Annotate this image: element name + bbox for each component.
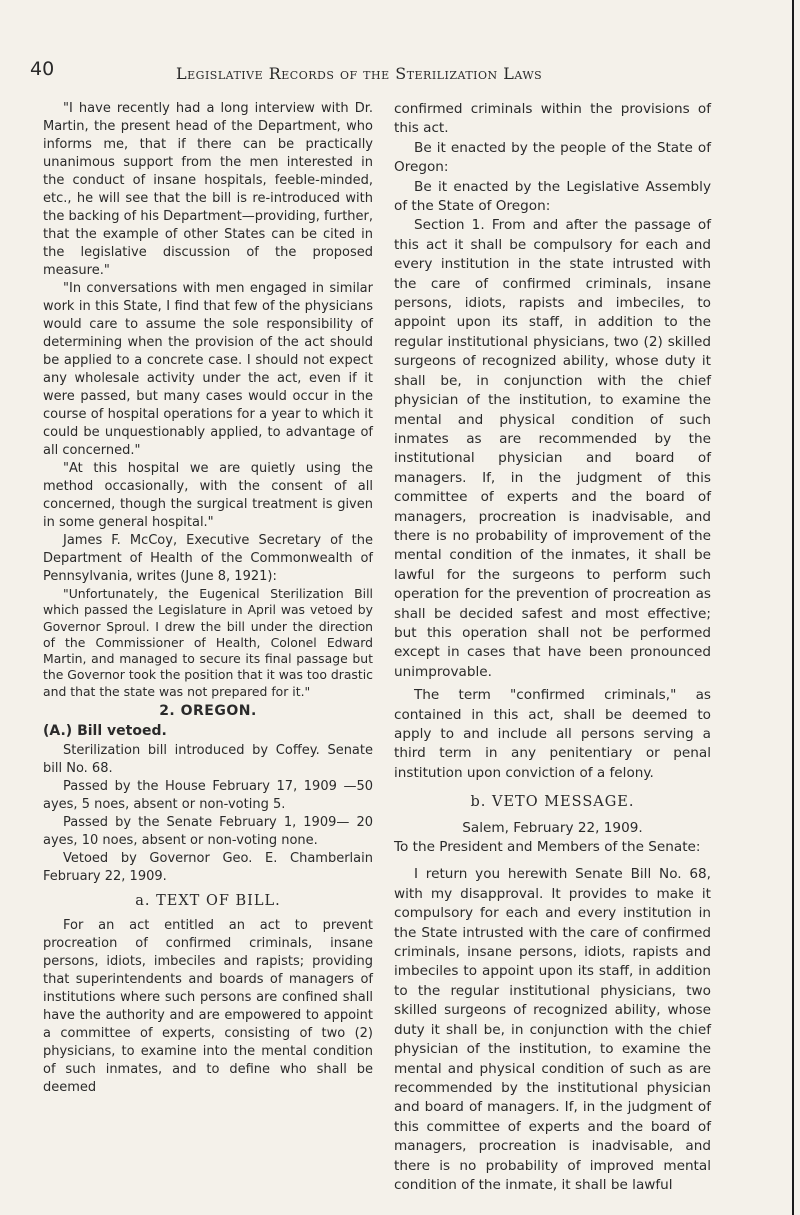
page-number: 40 (30, 58, 55, 80)
veto-message-heading: b. VETO MESSAGE. (470, 794, 635, 811)
subsection-heading: (A.) Bill vetoed. (43, 723, 167, 740)
paragraph: Sterilization bill introduced by Coffey. Senate bill No. 68. (43, 742, 373, 776)
paragraph: I return you herewith Senate Bill No. 68, with my disapproval. It provides to make it compulsory for each and every institution in the State intrusted with the care of confirmed criminals, insane persons, idiots, rapists and imbeciles to appoint upon its staff, in addition to the regular institutional physicians, two skilled surgeons of recognized ability, whose duty it shall be, in conjunction with the chief physician of the institution, to examine the mental and physical condition of such as are recommended by the institutional physician and board of managers. If, in the judgment of this committee of experts and the board of managers, procreation is inadvisable, and there is no probability of improved mental condition of the inmate, it shall be lawful (394, 866, 711, 1193)
paragraph: Passed by the House February 17, 1909 —50 ayes, 5 noes, absent or non-voting 5. (43, 778, 373, 812)
page-edge (792, 0, 794, 1215)
paragraph: Passed by the Senate February 1, 1909— 20 ayes, 10 noes, absent or non-voting none. (43, 814, 373, 848)
text-of-bill-heading: a. TEXT OF BILL. (135, 892, 281, 909)
section-heading: 2. OREGON. (159, 703, 257, 720)
paragraph: "I have recently had a long interview with Dr. Martin, the present head of the Department, who informs me, that if there can be practically unanimous support from the men interested in the conduct of insane hospitals, feeble-minded, etc., he will see that the bill is re-introduced with the backing of his Department—providing, further, that the example of other States can be cited in the legislative discussion of the proposed measure." (43, 101, 373, 278)
paragraph: "In conversations with men engaged in similar work in this State, I find that few of the physicians would care to assume the sole responsibility of determining when the provision of the act should be applied to a concrete case. I should not expect any wholesale activity under the act, even if it were passed, but many cases would occur in the course of hospital operations for a year to which it could be unquestionably applied, to advantage of all concerned." (43, 281, 373, 458)
running-title: Legislative Records of the Sterilization Laws (176, 64, 543, 83)
salutation: To the President and Members of the Senate: (394, 839, 701, 856)
paragraph: "At this hospital we are quietly using the method occasionally, with the consent of all concerned, though the surgical treatment is given in some general hospital." (43, 461, 373, 530)
paragraph: Vetoed by Governor Geo. E. Chamberlain February 22, 1909. (43, 850, 373, 884)
block-quote: "Unfortunately, the Eugenical Sterilization Bill which passed the Legislature in April was vetoed by Governor Sproul. I drew the bill under the direction of the Commissioner of Health, Colonel Edward Martin, and managed to secure its final passage but the Governor took the position that it was too drastic and that the state was not prepared for it." (43, 586, 373, 699)
paragraph: Section 1. From and after the passage of this act it shall be compulsory for each and every institution in the state intrusted with the care of confirmed criminals, insane persons, idiots, rapists and imbeciles, to appoint upon its staff, in addition to the regular institutional physicians, two (2) skilled surgeons of recognized ability, whose duty it shall be, in conjunction with the chief physician of the institution, to examine the mental and physical condition of such inmates as are recommended by the institutional physician and board of managers. If, in the judgment of this committee of experts and the board of managers, procreation is inadvisable, and there is no probability of improvement of the mental condition of the inmates, it shall be lawful for the surgeons to perform such operation for the prevention of procreation as shall be decided safest and most effective; but this operation shall not be performed except in cases that have been pronounced unimprovable. (394, 217, 711, 680)
paragraph: Be it enacted by the Legislative Assembly of the State of Oregon: (394, 178, 711, 215)
paragraph: The term "confirmed criminals," as contained in this act, shall be deemed to apply to and include all persons serving a third term in any penitentiary or penal institution upon conviction of a felony. (394, 687, 711, 781)
paragraph: confirmed criminals within the provisions of this act. (394, 101, 711, 137)
paragraph: For an act entitled an act to prevent procreation of confirmed criminals, insane persons, idiots, imbeciles and rapists; providing that superintendents and boards of managers of institutions where such persons are confined shall have the authority and are empowered to appoint a committee of experts, consisting of two (2) physicians, to examine into the mental condition of such inmates, and to define who shall be deemed (43, 918, 373, 1096)
dateline: Salem, February 22, 1909. (462, 819, 643, 836)
left-column (43, 100, 373, 1097)
paragraph: James F. McCoy, Executive Secretary of the Department of Health of the Commonwealth of Pennsylvania, writes (June 8, 1921): (43, 533, 373, 584)
right-column (394, 100, 711, 1195)
paragraph: Be it enacted by the people of the State of Oregon: (394, 139, 711, 176)
